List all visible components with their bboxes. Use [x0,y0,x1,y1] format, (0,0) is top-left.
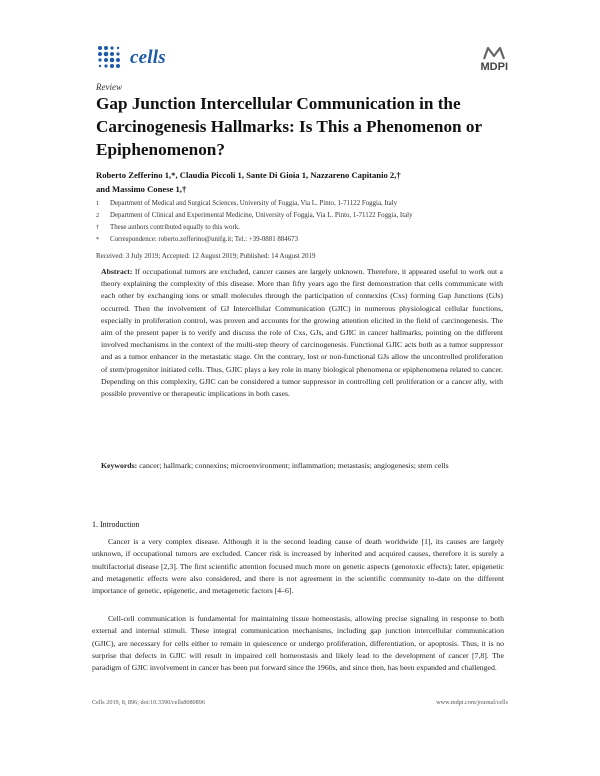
footer-url[interactable]: www.mdpi.com/journal/cells [436,699,508,706]
affiliation-text: Department of Medical and Surgical Sciences, University of Foggia, Via L. Pinto, 1-71122 Foggia, Italy [110,200,398,207]
affiliation-item [96,222,526,234]
author-list [96,168,516,196]
keywords-text: cancer; hallmark; connexins; microenvironment; inflammation; metastasis; angiogenesis; stem cells [139,461,449,470]
keywords [101,460,503,472]
authors-line-1: Roberto Zefferino 1,*, Claudia Piccoli 1, Sante Di Gioia 1, Nazzareno Capitanio 2,† [96,170,401,180]
mdpi-logo-icon [483,46,505,60]
abstract-text: If occupational tumors are excluded, cancer causes are largely unknown. Therefore, it appeared useful to work out a theory explaining the complexity of this disease. More than fifty years ago the first demonstration that cells communicate with each other by exchanging ions or small molecules through the participation of connexins (Cxs) forming Gap Junctions (GJs) occurred. Then the involvement of GJ Intercellular Communication (GJIC) in numerous physiological cellular functions, especially in proliferation control, was proven and accounts for the growing attention elicited in the field of carcinogenesis. The aim of the present paper is to verify and discuss the role of Cxs, GJs, and GJIC in cancer hallmarks, pointing on the different involved mechanisms in the context of the multi-step theory of carcinogenesis. Functional GJIC acts both as a tumor suppressor and as a tumor enhancer in the metastatic stage. On the contrary, lost or non-functional GJs allow the uncontrolled proliferation of stem/progenitor initiated cells. Thus, GJIC plays a key role in many biological phenomena or epiphenomena related to cancer. Depending on this complexity, GJIC can be considered a tumor suppressor in controlling cell proliferation or a cancer ally, with possible preventive or therapeutic implications in both cases. [101,267,504,399]
affiliation-mark: * [96,236,100,243]
affiliation-item [96,234,526,246]
affiliation-text: These authors contributed equally to this work. [110,224,240,231]
cells-logo-icon [96,44,124,72]
affiliation-mark: † [96,224,100,231]
authors-line-2: and Massimo Conese 1,† [96,184,187,194]
footer-citation: Cells 2019, 8, 896; doi:10.3390/cells8080896 [92,699,205,706]
abstract-label: Abstract: [101,267,133,276]
body-paragraph: Cell-cell communication is fundamental for maintaining tissue homeostasis, allowing precise signaling in response to both external and internal stimuli. These integral communication mechanisms, including gap junction intercellular communication (GJIC), are necessary for cells either to remain in quiescence or undergo proliferation, differentiation, or apoptosis. Thus, it is no surprise that defects in GJIC will result in impaired cell homeostasis and likely lead to the development of cancer [7,8]. The paradigm of GJIC involvement in cancer has been put forward since the 1960s, and since then, has been expanded and challenged. [92,614,504,673]
article-type: Review [96,82,122,92]
affiliation-text: Correspondence: roberto.zefferino@unifg.it; Tel.: +39-0881 884673 [110,236,299,243]
section-heading: 1. Introduction [92,520,140,529]
affiliation-mark: 2 [96,212,100,219]
affiliation-mark: 1 [96,200,100,207]
body-paragraph: Cancer is a very complex disease. Although it is the second leading cause of death worldwide [1], its causes are largely unknown, if occupational tumors are excluded. Cancer risk is increased by inherited and acquired causes, therefore it is surely a multifactorial disease [2,3]. The first scientific attention focused much more on genetic aspects (genotoxic effects); later, epigenetic and metagenetic effects were also considered, and there is not agreement in the scientific community to-date on the different importance of genetic, epigenetic, and metagenetic factors [4–6]. [92,537,504,596]
abstract [101,266,503,400]
publisher-logo [481,46,509,73]
journal-logo [96,44,166,72]
journal-name: cells [130,47,166,68]
publisher-name: MDPI [480,61,508,73]
affiliations [96,198,526,246]
article-title: Gap Junction Intercellular Communication in the Carcinogenesis Hallmarks: Is This a Phenomenon or Epiphenomenon? [96,94,482,159]
publication-dates: Received: 3 July 2019; Accepted: 12 August 2019; Published: 14 August 2019 [96,252,316,260]
keywords-label: Keywords: [101,461,138,470]
affiliation-text: Department of Clinical and Experimental Medicine, University of Foggia, Via L. Pinto, 1-71122 Foggia, Italy [110,212,413,219]
affiliation-item [96,198,526,210]
affiliation-item [96,210,526,222]
